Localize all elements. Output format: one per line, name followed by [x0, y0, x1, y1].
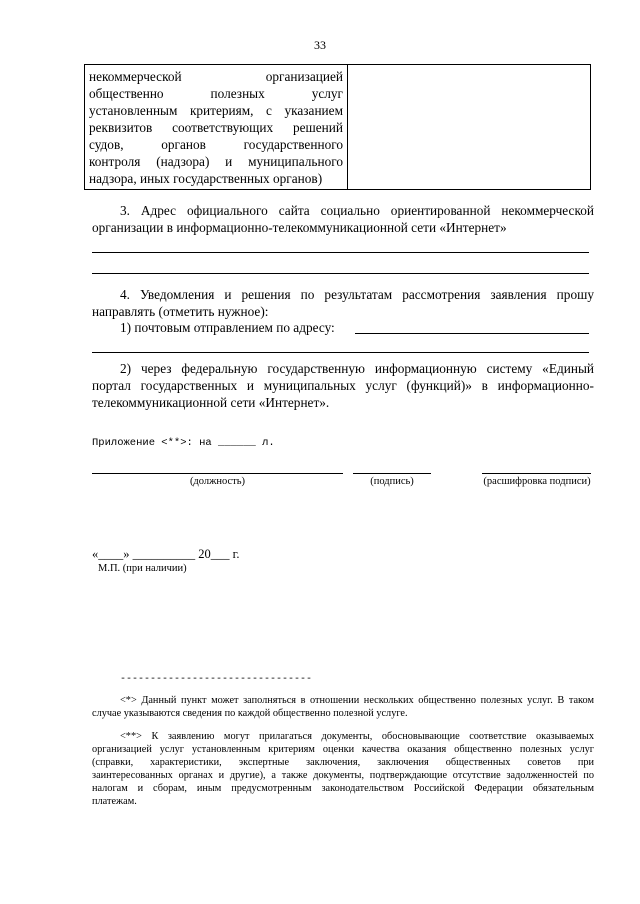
signature-line[interactable]	[353, 473, 431, 474]
footnote-2-line: <**> К заявлению могут прилагаться документы, обосновывающие соответствие оказываемых	[120, 731, 594, 742]
table-cell-line: контроля (надзора) и муниципального	[89, 154, 343, 169]
item-3-line: организации в информационно-телекоммуникационной сети «Интернет»	[92, 220, 507, 235]
option-2-text	[92, 360, 594, 411]
footnote-2	[92, 730, 594, 808]
footnote-1	[92, 694, 594, 720]
table-cell-line: некоммерческой организацией	[89, 69, 343, 84]
item-4-line: 4. Уведомления и решения по результатам рассмотрения заявления прошу	[120, 287, 594, 302]
option-2-line: телекоммуникационной сети «Интернет».	[92, 395, 330, 410]
item-3-website	[92, 202, 594, 236]
position-signature-line[interactable]	[92, 473, 343, 474]
item-4-line: направлять (отметить нужное):	[92, 304, 269, 319]
table-cell-line: установленным критериям, с указанием	[89, 103, 343, 118]
table-cell-right-empty[interactable]	[349, 65, 589, 189]
option-2-line: 2) через федеральную государственную информационную систему «Единый	[120, 361, 594, 376]
footnote-separator: --------------------------------	[120, 674, 313, 685]
footnote-2-line: организацией услуг установленным критериям оценки качества оказания общественно полезных услуг	[92, 744, 594, 755]
footnote-1-line: случае указываются сведения по каждой общественно полезной услуге.	[92, 708, 408, 719]
footnote-1-line: <*> Данный пункт может заполняться в отношении нескольких общественно полезных услуг. В таком	[120, 695, 594, 706]
table-cell-left	[89, 68, 343, 187]
table-cell-line: реквизитов соответствующих решений	[89, 120, 343, 135]
criteria-table	[84, 64, 591, 190]
website-input-line-2[interactable]	[92, 273, 589, 274]
website-input-line-1[interactable]	[92, 252, 589, 253]
date-line: «____» __________ 20___ г.	[92, 547, 240, 561]
table-column-divider	[347, 65, 348, 189]
signature-caption: (подпись)	[370, 476, 414, 487]
position-caption: (должность)	[189, 476, 246, 487]
footnote-2-line: заинтересованных органах и другие), а также документы, подтверждающие отсутствие задолженностей по	[92, 770, 594, 781]
signature-decode-line[interactable]	[482, 473, 591, 474]
item-3-line: 3. Адрес официального сайта социально ориентированной некоммерческой	[120, 203, 594, 218]
option-1-label: 1) почтовым отправлением по адресу:	[120, 320, 335, 335]
attachment-line: Приложение <**>: на ______ л.	[92, 437, 275, 449]
decode-caption: (расшифровка подписи)	[483, 476, 591, 487]
table-cell-line: общественно полезных услуг	[89, 86, 343, 101]
postal-address-input-line-2[interactable]	[92, 352, 589, 353]
postal-address-input-line[interactable]	[355, 333, 589, 334]
option-2-line: портал государственных и муниципальных услуг (функций)» в информационно-	[92, 378, 594, 393]
footnote-2-line: (справки, характеристики, экспертные заключения, заключения общественных советов при	[92, 757, 594, 768]
stamp-note: М.П. (при наличии)	[98, 563, 187, 574]
footnote-2-line: налогам и сборам, иным предусмотренным законодательством Российской Федерации обязательным	[92, 783, 594, 794]
page-number: 33	[314, 38, 326, 52]
table-cell-line: надзора, иных государственных органов)	[89, 171, 323, 186]
footnote-2-line: платежам.	[92, 796, 137, 807]
item-4-notifications	[92, 286, 594, 320]
table-cell-line: судов, органов государственного	[89, 137, 343, 152]
